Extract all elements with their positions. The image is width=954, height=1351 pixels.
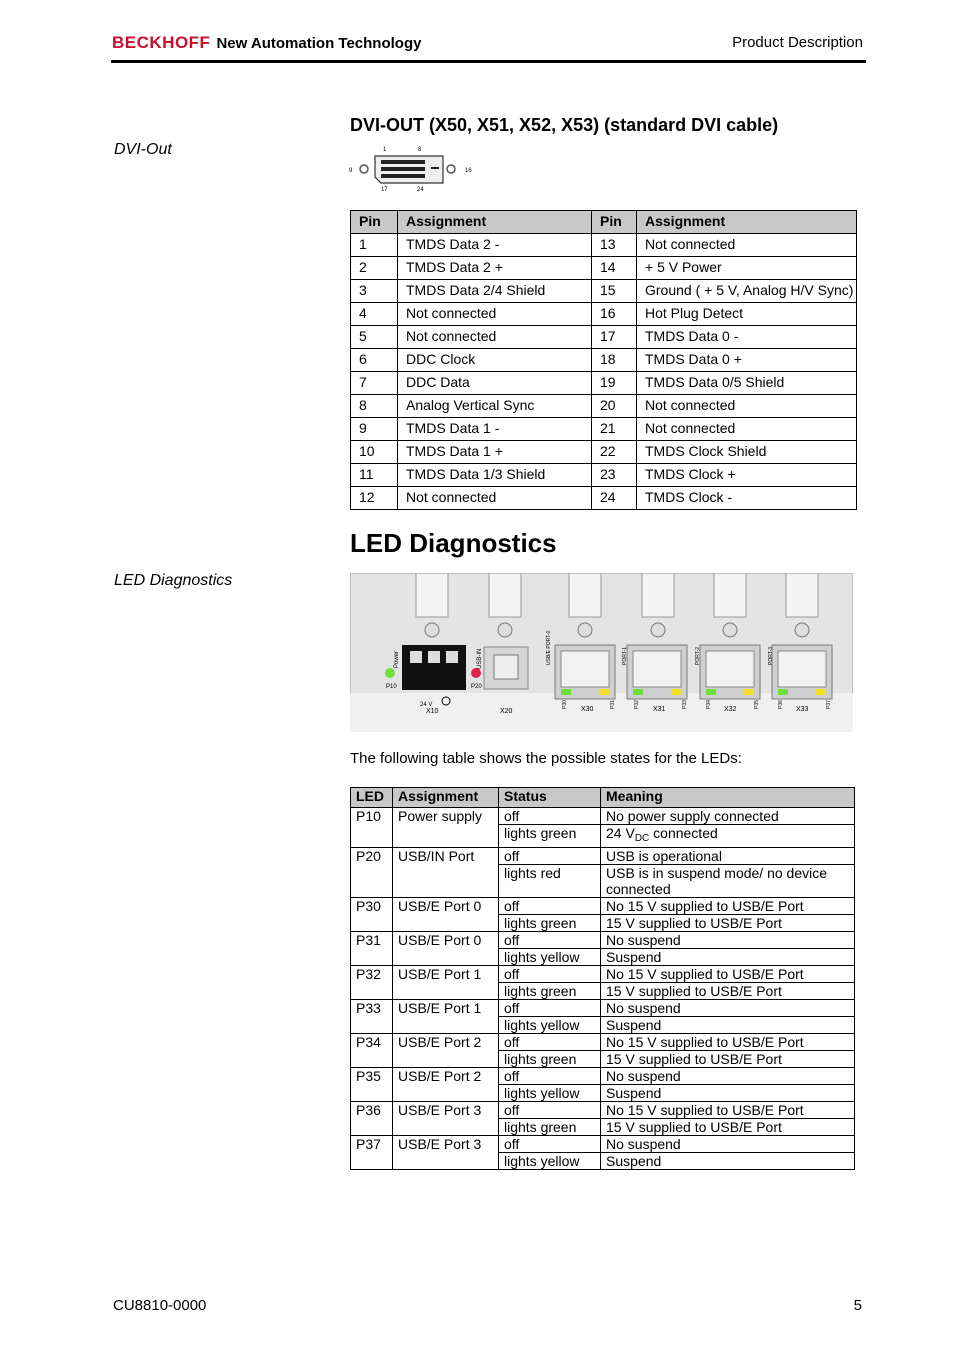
table-row — [351, 1000, 855, 1017]
meaning-cell: USB is operational — [601, 848, 855, 865]
port1-label: PORT-1 — [622, 647, 628, 665]
table-row — [351, 372, 857, 395]
col-assignment: Assignment — [637, 211, 857, 234]
header-divider — [111, 60, 866, 63]
led-cell: P36 — [351, 1102, 393, 1136]
pin-cell: 10 — [351, 441, 398, 464]
led-intro-text: The following table shows the possible states for the LEDs: — [350, 750, 742, 767]
col-pin: Pin — [592, 211, 637, 234]
status-cell: off — [499, 1068, 601, 1085]
screw-left-icon — [360, 165, 368, 173]
col-status: Status — [499, 788, 601, 808]
meaning-cell: 15 V supplied to USB/E Port — [601, 983, 855, 1000]
led-cell: P31 — [351, 932, 393, 966]
x20-label: X20 — [500, 708, 513, 715]
assignment-cell: TMDS Data 0 + — [637, 349, 857, 372]
meaning-cell: No 15 V supplied to USB/E Port — [601, 966, 855, 983]
status-cell: off — [499, 1102, 601, 1119]
pin-cell: 18 — [592, 349, 637, 372]
section-title: Product Description — [732, 34, 863, 51]
assignment-cell: USB/E Port 0 — [393, 932, 499, 966]
page-number: 5 — [853, 1297, 862, 1314]
table-row — [351, 349, 857, 372]
pin-cell: 6 — [351, 349, 398, 372]
p20-label: P20 — [471, 684, 482, 690]
pin-24-label: 24 — [417, 187, 424, 193]
assignment-cell: TMDS Data 2 + — [398, 257, 592, 280]
pin-cell: 4 — [351, 303, 398, 326]
dvi-heading: DVI-OUT (X50, X51, X52, X53) (standard DVI cable) — [350, 115, 779, 135]
status-cell: lights green — [499, 915, 601, 932]
green-led-icon — [706, 689, 716, 695]
assignment-cell: USB/E Port 3 — [393, 1102, 499, 1136]
meaning-cell: Suspend — [601, 1017, 855, 1034]
meaning-cell: No 15 V supplied to USB/E Port — [601, 1034, 855, 1051]
table-row — [351, 1102, 855, 1119]
table-row — [351, 848, 855, 865]
p35-label: P35 — [754, 700, 760, 709]
table-row — [351, 464, 857, 487]
assignment-cell: USB/E Port 2 — [393, 1034, 499, 1068]
table-row — [351, 808, 855, 825]
meaning-subscript: DC — [634, 833, 650, 844]
table-header-row — [351, 211, 857, 234]
led-side-label: LED Diagnostics — [114, 572, 233, 589]
col-meaning: Meaning — [601, 788, 855, 808]
pin-8-label: 8 — [418, 147, 422, 153]
port3-label: PORT-3 — [768, 647, 774, 665]
status-cell: off — [499, 898, 601, 915]
assignment-cell: TMDS Clock Shield — [637, 441, 857, 464]
status-cell: off — [499, 848, 601, 865]
green-led-icon — [561, 689, 571, 695]
p31-label: P31 — [610, 700, 616, 709]
pin-cell: 13 — [592, 234, 637, 257]
meaning-cell: No suspend — [601, 1136, 855, 1153]
status-cell: lights green — [499, 825, 601, 848]
table-row — [351, 257, 857, 280]
led-cell: P20 — [351, 848, 393, 898]
table-row — [351, 280, 857, 303]
table-row — [351, 418, 857, 441]
pin-cell: 12 — [351, 487, 398, 510]
meaning-cell: No 15 V supplied to USB/E Port — [601, 898, 855, 915]
assignment-cell: Not connected — [398, 303, 592, 326]
screw-right-icon — [447, 165, 455, 173]
assignment-cell: TMDS Data 1 + — [398, 441, 592, 464]
led-cell: P37 — [351, 1136, 393, 1170]
assignment-cell: TMDS Clock - — [637, 487, 857, 510]
led-cell: P34 — [351, 1034, 393, 1068]
led-cell: P10 — [351, 808, 393, 848]
pin-16-label: 16 — [465, 168, 472, 174]
status-cell: off — [499, 932, 601, 949]
status-cell: lights yellow — [499, 1153, 601, 1170]
meaning-cell: No power supply connected — [601, 808, 855, 825]
pin-cell: 19 — [592, 372, 637, 395]
table-row — [351, 966, 855, 983]
footer-product: CU8810-0000 — [113, 1297, 207, 1314]
yellow-led-icon — [671, 689, 681, 695]
pin-cell: 3 — [351, 280, 398, 303]
assignment-cell: DDC Data — [398, 372, 592, 395]
table-row — [351, 441, 857, 464]
pin-cell: 16 — [592, 303, 637, 326]
yellow-led-icon — [816, 689, 826, 695]
pin-cell: 2 — [351, 257, 398, 280]
status-cell: lights green — [499, 983, 601, 1000]
assignment-cell: Not connected — [398, 487, 592, 510]
meaning-text: 24 V — [606, 825, 635, 841]
assignment-cell: USB/E Port 3 — [393, 1136, 499, 1170]
dvi-connector-diagram — [347, 143, 477, 195]
usb-e-port-icon — [700, 645, 760, 699]
pin-cell: 5 — [351, 326, 398, 349]
meaning-cell: Suspend — [601, 1085, 855, 1102]
green-led-icon — [633, 689, 643, 695]
pin-1-label: 1 — [383, 147, 387, 153]
usb-e-port-icon — [627, 645, 687, 699]
pin-cell: 8 — [351, 395, 398, 418]
assignment-cell: Hot Plug Detect — [637, 303, 857, 326]
meaning-cell: 15 V supplied to USB/E Port — [601, 915, 855, 932]
assignment-cell: + 5 V Power — [637, 257, 857, 280]
assignment-cell: Not connected — [398, 326, 592, 349]
assignment-cell: TMDS Data 2/4 Shield — [398, 280, 592, 303]
meaning-cell: No 15 V supplied to USB/E Port — [601, 1102, 855, 1119]
meaning-cell: No suspend — [601, 1000, 855, 1017]
assignment-cell: USB/E Port 1 — [393, 1000, 499, 1034]
assignment-cell: USB/E Port 2 — [393, 1068, 499, 1102]
pin-cell: 21 — [592, 418, 637, 441]
p32-label: P32 — [634, 700, 640, 709]
x33-label: X33 — [796, 706, 809, 713]
assignment-cell: DDC Clock — [398, 349, 592, 372]
dvi-side-label: DVI-Out — [114, 141, 172, 158]
assignment-cell: TMDS Data 0/5 Shield — [637, 372, 857, 395]
table-row — [351, 326, 857, 349]
pin-cell: 7 — [351, 372, 398, 395]
table-row — [351, 303, 857, 326]
assignment-cell: TMDS Data 1/3 Shield — [398, 464, 592, 487]
status-cell: off — [499, 1000, 601, 1017]
port0-label: USB/E PORT-0 — [546, 630, 552, 665]
status-cell: lights red — [499, 865, 601, 898]
p10-label: P10 — [386, 684, 397, 690]
meaning-cell: 15 V supplied to USB/E Port — [601, 1051, 855, 1068]
assignment-cell: Power supply — [393, 808, 499, 848]
pin-cell: 22 — [592, 441, 637, 464]
assignment-cell: Not connected — [637, 395, 857, 418]
col-assignment: Assignment — [393, 788, 499, 808]
status-cell: lights yellow — [499, 1017, 601, 1034]
logo-tagline: New Automation Technology — [216, 35, 422, 52]
pin-cell: 9 — [351, 418, 398, 441]
table-row — [351, 898, 855, 915]
table-row — [351, 234, 857, 257]
p10-led-icon — [385, 668, 395, 678]
table-row — [351, 1136, 855, 1153]
status-cell: lights green — [499, 1119, 601, 1136]
assignment-cell: USB/E Port 1 — [393, 966, 499, 1000]
col-assignment: Assignment — [398, 211, 592, 234]
green-led-icon — [778, 689, 788, 695]
pin-cell: 17 — [592, 326, 637, 349]
pin-cell: 1 — [351, 234, 398, 257]
dvi-pin-table — [350, 210, 857, 510]
p37-label: P37 — [826, 700, 832, 709]
status-cell: lights yellow — [499, 1085, 601, 1102]
led-cell: P33 — [351, 1000, 393, 1034]
p30-label: P30 — [562, 700, 568, 709]
status-cell: lights green — [499, 1051, 601, 1068]
pin-cell: 15 — [592, 280, 637, 303]
pin-cell: 23 — [592, 464, 637, 487]
table-row — [351, 395, 857, 418]
p36-label: P36 — [778, 700, 784, 709]
p33-label: P33 — [682, 700, 688, 709]
assignment-cell: Analog Vertical Sync — [398, 395, 592, 418]
table-row — [351, 487, 857, 510]
pin-cell: 20 — [592, 395, 637, 418]
x10-label: X10 — [426, 708, 439, 715]
assignment-cell: TMDS Data 0 - — [637, 326, 857, 349]
status-cell: off — [499, 1136, 601, 1153]
led-cell: P35 — [351, 1068, 393, 1102]
led-board-image — [350, 573, 853, 732]
status-cell: off — [499, 966, 601, 983]
yellow-led-icon — [599, 689, 609, 695]
port2-label: PORT-2 — [695, 647, 701, 665]
usb-e-port-icon — [772, 645, 832, 699]
logo-brand: BECKHOFF — [112, 33, 211, 52]
meaning-cell — [601, 825, 855, 848]
led-cell: P32 — [351, 966, 393, 1000]
status-cell: off — [499, 808, 601, 825]
led-heading: LED Diagnostics — [350, 528, 557, 558]
yellow-led-icon — [744, 689, 754, 695]
table-row — [351, 932, 855, 949]
pin-17-label: 17 — [381, 187, 388, 193]
assignment-cell: USB/IN Port — [393, 848, 499, 898]
meaning-cell: No suspend — [601, 1068, 855, 1085]
p34-label: P34 — [706, 700, 712, 709]
meaning-cell: Suspend — [601, 1153, 855, 1170]
assignment-cell: TMDS Data 1 - — [398, 418, 592, 441]
meaning-cell: Suspend — [601, 949, 855, 966]
col-led: LED — [351, 788, 393, 808]
x32-label: X32 — [724, 706, 737, 713]
x31-label: X31 — [653, 706, 666, 713]
pin-9-label: 9 — [349, 168, 353, 174]
pin-cell: 11 — [351, 464, 398, 487]
table-row — [351, 1034, 855, 1051]
meaning-tail: connected — [649, 825, 718, 841]
status-cell: off — [499, 1034, 601, 1051]
x30-label: X30 — [581, 706, 594, 713]
meaning-cell: 15 V supplied to USB/E Port — [601, 1119, 855, 1136]
pin-cell: 14 — [592, 257, 637, 280]
usb-in-label: USB-IN — [477, 648, 483, 669]
v24-label: 24 V — [420, 702, 433, 708]
assignment-cell: TMDS Data 2 - — [398, 234, 592, 257]
company-logo — [112, 33, 421, 53]
assignment-cell: TMDS Clock + — [637, 464, 857, 487]
assignment-cell: Not connected — [637, 418, 857, 441]
led-states-table — [350, 787, 855, 1170]
col-pin: Pin — [351, 211, 398, 234]
pin-cell: 24 — [592, 487, 637, 510]
assignment-cell: Ground ( + 5 V, Analog H/V Sync) — [637, 280, 857, 303]
table-header-row — [351, 788, 855, 808]
meaning-cell: USB is in suspend mode/ no device connected — [601, 865, 855, 898]
table-row — [351, 1068, 855, 1085]
led-cell: P30 — [351, 898, 393, 932]
meaning-cell: No suspend — [601, 932, 855, 949]
assignment-cell: Not connected — [637, 234, 857, 257]
status-cell: lights yellow — [499, 949, 601, 966]
usb-e-port-icon — [555, 645, 615, 699]
assignment-cell: USB/E Port 0 — [393, 898, 499, 932]
power-label: Power — [394, 650, 400, 668]
